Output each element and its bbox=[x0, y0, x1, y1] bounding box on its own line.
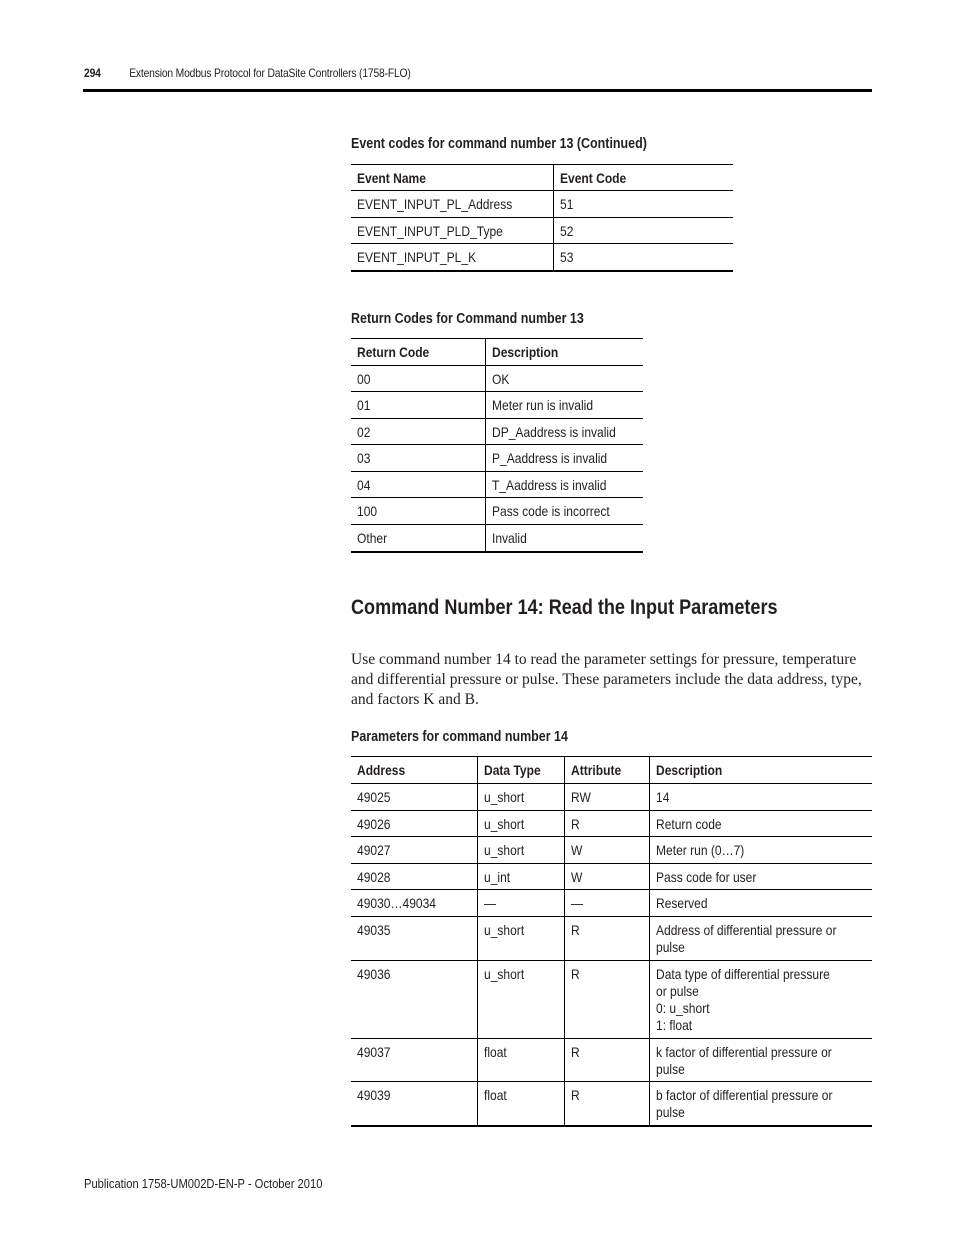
table-row bbox=[351, 1082, 872, 1126]
table-cell bbox=[478, 1082, 565, 1126]
table-cell bbox=[650, 890, 872, 917]
table-cell bbox=[565, 1082, 650, 1126]
table-row bbox=[351, 837, 872, 864]
table-cell bbox=[351, 244, 553, 271]
cell-text-line: 14 bbox=[656, 789, 670, 805]
cell-text: 49037 bbox=[357, 1044, 391, 1060]
column-header bbox=[485, 339, 643, 366]
cell-text: 52 bbox=[559, 223, 573, 239]
cell-text: W bbox=[571, 842, 583, 858]
table-cell bbox=[351, 498, 485, 525]
cell-text: 03 bbox=[357, 450, 371, 466]
cell-text: Invalid bbox=[491, 530, 527, 546]
running-header bbox=[84, 66, 411, 80]
table-row bbox=[351, 218, 733, 244]
cell-text: u_short bbox=[484, 966, 525, 982]
cell-text: 04 bbox=[357, 477, 371, 493]
table-cell bbox=[565, 811, 650, 837]
table-cell bbox=[351, 191, 553, 218]
table-row bbox=[351, 366, 643, 392]
column-header-label: Description bbox=[491, 344, 558, 360]
table-row bbox=[351, 244, 733, 271]
table-cell bbox=[565, 890, 650, 917]
table-row bbox=[351, 864, 872, 890]
cell-text: R bbox=[571, 922, 581, 938]
column-header bbox=[553, 165, 733, 191]
table-cell bbox=[650, 837, 872, 864]
cell-text-line: b factor of differential pressure or bbox=[656, 1087, 833, 1103]
cell-text-line: Address of differential pressure or bbox=[656, 922, 837, 938]
section-heading: Command Number 14: Read the Input Parameters bbox=[351, 596, 778, 619]
header-rule bbox=[83, 89, 872, 92]
cell-text: 02 bbox=[357, 424, 371, 440]
section-body: Use command number 14 to read the parameter settings for pressure, temperature and differential pressure or pulse. These parameters include the data address, type, and factors K and B. bbox=[351, 651, 862, 708]
return-codes-table bbox=[351, 338, 643, 553]
table-cell bbox=[650, 1039, 872, 1082]
table-row bbox=[351, 445, 643, 472]
table-cell bbox=[478, 890, 565, 917]
table1-caption: Event codes for command number 13 (Continued) bbox=[351, 136, 647, 152]
table-cell bbox=[351, 445, 485, 472]
cell-text: EVENT_INPUT_PLD_Type bbox=[357, 223, 503, 239]
table-cell bbox=[351, 811, 478, 837]
table-cell bbox=[351, 218, 553, 244]
cell-text: float bbox=[484, 1087, 507, 1103]
table-row bbox=[351, 784, 872, 811]
table-row bbox=[351, 472, 643, 498]
table-cell bbox=[478, 811, 565, 837]
column-header-label: Return Code bbox=[357, 344, 430, 360]
table-cell bbox=[553, 191, 733, 218]
table-cell bbox=[650, 961, 872, 1039]
column-header bbox=[650, 757, 872, 784]
cell-text: u_short bbox=[484, 842, 525, 858]
table-cell bbox=[478, 864, 565, 890]
cell-text-line: 1: float bbox=[656, 1017, 693, 1033]
cell-text: 01 bbox=[357, 397, 371, 413]
table-cell bbox=[478, 961, 565, 1039]
column-header bbox=[351, 339, 485, 366]
cell-text: R bbox=[571, 1087, 581, 1103]
page-number: 294 bbox=[84, 66, 101, 80]
cell-text: 51 bbox=[559, 196, 573, 212]
table-cell bbox=[485, 445, 643, 472]
column-header bbox=[478, 757, 565, 784]
table-cell bbox=[351, 864, 478, 890]
table-cell bbox=[650, 1082, 872, 1126]
table-row bbox=[351, 961, 872, 1039]
cell-text-line: 0: u_short bbox=[656, 1000, 710, 1016]
cell-text-line: Pass code for user bbox=[656, 869, 757, 885]
table-cell bbox=[565, 961, 650, 1039]
column-header-label: Event Code bbox=[559, 170, 626, 186]
cell-text: 49039 bbox=[357, 1087, 391, 1103]
cell-text-line: Data type of differential pressure bbox=[656, 966, 830, 982]
table-cell bbox=[351, 1082, 478, 1126]
table-row bbox=[351, 1039, 872, 1082]
cell-text: — bbox=[484, 895, 497, 911]
cell-text: W bbox=[571, 869, 583, 885]
table-cell bbox=[650, 811, 872, 837]
table-row bbox=[351, 525, 643, 552]
cell-text: 49030…49034 bbox=[357, 895, 437, 911]
table-cell bbox=[478, 784, 565, 811]
table-cell bbox=[485, 392, 643, 419]
cell-text: EVENT_INPUT_PL_K bbox=[357, 249, 477, 265]
cell-text: float bbox=[484, 1044, 507, 1060]
column-header-label: Address bbox=[357, 762, 406, 778]
cell-text: R bbox=[571, 1044, 581, 1060]
table-cell bbox=[351, 392, 485, 419]
table-cell bbox=[485, 498, 643, 525]
table-cell bbox=[565, 784, 650, 811]
table-row bbox=[351, 811, 872, 837]
table-cell bbox=[351, 472, 485, 498]
cell-text: 49028 bbox=[357, 869, 391, 885]
cell-text-line: Meter run (0…7) bbox=[656, 842, 745, 858]
table-row bbox=[351, 498, 643, 525]
table-cell bbox=[351, 1039, 478, 1082]
cell-text-line: or pulse bbox=[656, 983, 699, 999]
table-cell bbox=[565, 917, 650, 961]
table-cell bbox=[478, 837, 565, 864]
footer-publication: Publication 1758-UM002D-EN-P - October 2010 bbox=[84, 1176, 323, 1191]
table-cell bbox=[485, 525, 643, 552]
event-codes-table bbox=[351, 164, 733, 272]
table-row bbox=[351, 392, 643, 419]
table-cell bbox=[351, 419, 485, 445]
table-cell bbox=[553, 218, 733, 244]
cell-text: EVENT_INPUT_PL_Address bbox=[357, 196, 513, 212]
cell-text-line: Reserved bbox=[656, 895, 708, 911]
cell-text: R bbox=[571, 816, 581, 832]
cell-text: 100 bbox=[357, 503, 378, 519]
cell-text-line: k factor of differential pressure or bbox=[656, 1044, 832, 1060]
cell-text: 49027 bbox=[357, 842, 391, 858]
cell-text: 49036 bbox=[357, 966, 391, 982]
cell-text: u_short bbox=[484, 816, 525, 832]
table-cell bbox=[565, 837, 650, 864]
table-row bbox=[351, 191, 733, 218]
table-cell bbox=[478, 917, 565, 961]
column-header-label: Attribute bbox=[571, 762, 622, 778]
table-row bbox=[351, 419, 643, 445]
cell-text: 49035 bbox=[357, 922, 391, 938]
table-cell bbox=[650, 864, 872, 890]
table-cell bbox=[351, 525, 485, 552]
table-cell bbox=[351, 890, 478, 917]
table-cell bbox=[650, 917, 872, 961]
cell-text: 49026 bbox=[357, 816, 391, 832]
cell-text: Meter run is invalid bbox=[491, 397, 593, 413]
table-cell bbox=[351, 961, 478, 1039]
table-cell bbox=[478, 1039, 565, 1082]
table-cell bbox=[485, 472, 643, 498]
cell-text-line: pulse bbox=[656, 939, 685, 955]
cell-text: DP_Aaddress is invalid bbox=[491, 424, 616, 440]
table-cell bbox=[351, 366, 485, 392]
cell-text: P_Aaddress is invalid bbox=[491, 450, 607, 466]
table3-caption: Parameters for command number 14 bbox=[351, 729, 568, 745]
table-cell bbox=[553, 244, 733, 271]
table-cell bbox=[485, 419, 643, 445]
cell-text: u_short bbox=[484, 789, 525, 805]
cell-text: Other bbox=[357, 530, 388, 546]
cell-text: 00 bbox=[357, 371, 371, 387]
column-header-label: Data Type bbox=[484, 762, 541, 778]
column-header bbox=[565, 757, 650, 784]
cell-text-line: pulse bbox=[656, 1104, 685, 1120]
table-cell bbox=[485, 366, 643, 392]
header-title: Extension Modbus Protocol for DataSite Controllers (1758-FLO) bbox=[129, 66, 411, 80]
cell-text: — bbox=[571, 895, 584, 911]
cell-text: u_int bbox=[484, 869, 511, 885]
table-cell bbox=[565, 1039, 650, 1082]
table-cell bbox=[565, 864, 650, 890]
cell-text: 49025 bbox=[357, 789, 391, 805]
cell-text: R bbox=[571, 966, 581, 982]
table-cell bbox=[351, 837, 478, 864]
table-cell bbox=[351, 917, 478, 961]
table-row bbox=[351, 917, 872, 961]
cell-text: u_short bbox=[484, 922, 525, 938]
cell-text: OK bbox=[491, 371, 509, 387]
cell-text: T_Aaddress is invalid bbox=[491, 477, 606, 493]
column-header bbox=[351, 165, 553, 191]
table-cell bbox=[351, 784, 478, 811]
table-cell bbox=[650, 784, 872, 811]
column-header bbox=[351, 757, 478, 784]
cell-text-line: Return code bbox=[656, 816, 722, 832]
table-row bbox=[351, 890, 872, 917]
column-header-label: Event Name bbox=[357, 170, 426, 186]
cell-text-line: pulse bbox=[656, 1061, 685, 1077]
cell-text: RW bbox=[571, 789, 592, 805]
cell-text: 53 bbox=[559, 249, 573, 265]
table2-caption: Return Codes for Command number 13 bbox=[351, 311, 584, 327]
cell-text: Pass code is incorrect bbox=[491, 503, 610, 519]
column-header-label: Description bbox=[656, 762, 723, 778]
parameters-table bbox=[351, 756, 872, 1127]
